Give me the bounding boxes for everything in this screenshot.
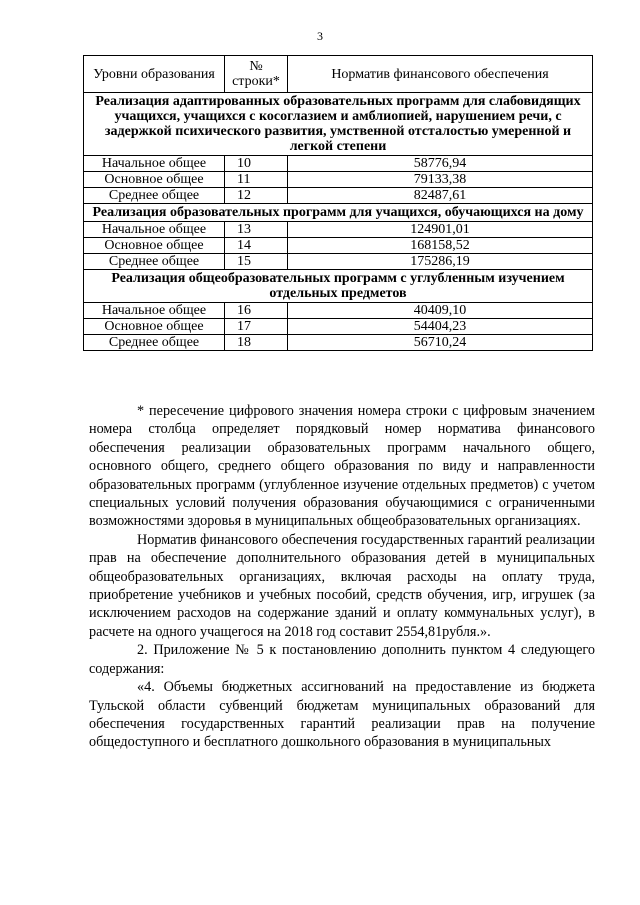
table-row	[84, 238, 593, 254]
section-row	[84, 204, 593, 222]
section-title: Реализация адаптированных образовательных программ для слабовидящих учащихся, учащихся с косоглазием и амблиопией, нарушением речи, с задержкой психического развития, умственной отсталостью умеренной и легкой степени	[84, 93, 593, 156]
section-title: Реализация общеобразовательных программ с углубленным изучением отдельных предметов	[84, 270, 593, 303]
section-row	[84, 93, 593, 156]
cell-level: Основное общее	[84, 172, 225, 188]
cell-level: Основное общее	[84, 238, 225, 254]
financing-norms-table	[83, 55, 593, 351]
cell-level: Среднее общее	[84, 188, 225, 204]
cell-row-number: 13	[225, 222, 288, 238]
header-levels: Уровни образования	[84, 56, 225, 93]
cell-row-number: 12	[225, 188, 288, 204]
cell-value: 175286,19	[288, 254, 593, 270]
quoted-clause-paragraph: «4. Объемы бюджетных ассигнований на предоставление из бюджета Тульской области субвенций бюджетам муниципальных образований для обеспечения государственных гарантий реализации прав на получение общедоступного и бесплатного дошкольного образования в муниципальных	[89, 679, 595, 751]
cell-value: 168158,52	[288, 238, 593, 254]
table-row	[84, 188, 593, 204]
table-row	[84, 222, 593, 238]
document-body	[89, 402, 595, 752]
cell-row-number: 16	[225, 303, 288, 319]
section-title: Реализация образовательных программ для учащихся, обучающихся на дому	[84, 204, 593, 222]
cell-level: Основное общее	[84, 319, 225, 335]
amendment-paragraph: 2. Приложение № 5 к постановлению дополнить пунктом 4 следующего содержания:	[89, 642, 595, 677]
cell-level: Начальное общее	[84, 303, 225, 319]
cell-row-number: 18	[225, 335, 288, 351]
table-row	[84, 319, 593, 335]
header-norm: Норматив финансового обеспечения	[288, 56, 593, 93]
cell-value: 79133,38	[288, 172, 593, 188]
table-row	[84, 172, 593, 188]
table-row	[84, 254, 593, 270]
norm-paragraph: Норматив финансового обеспечения государственных гарантий реализации прав на обеспечение дополнительного образования детей в муниципальных общеобразовательных организациях, включая расходы на оплату труда, приобретение учебников и учебных пособий, средств обучения, игр, игрушек (за исключением расходов на содержание зданий и оплату коммунальных услуг), в расчете на одного учащегося на 2018 год составит 2554,81рубля.».	[89, 531, 595, 640]
table-row	[84, 335, 593, 351]
cell-row-number: 15	[225, 254, 288, 270]
footnote-paragraph: * пересечение цифрового значения номера строки с цифровым значением номера столбца определяет порядковый номер норматива финансового обеспечения реализации образовательных программ начального общего, основного общего, среднего общего образования по виду и направленности образовательных программ (углубленное изучение отдельных предметов) с учетом специальных условий получения образования обучающимися с ограниченными возможностями здоровья в муниципальных общеобразовательных организациях.	[89, 403, 595, 530]
cell-level: Среднее общее	[84, 335, 225, 351]
cell-value: 56710,24	[288, 335, 593, 351]
section-row	[84, 270, 593, 303]
cell-row-number: 10	[225, 156, 288, 172]
table-header-row	[84, 56, 593, 93]
cell-value: 40409,10	[288, 303, 593, 319]
cell-value: 124901,01	[288, 222, 593, 238]
cell-value: 54404,23	[288, 319, 593, 335]
cell-row-number: 17	[225, 319, 288, 335]
header-row-number: № строки*	[225, 56, 288, 93]
table-row	[84, 303, 593, 319]
page-number: 3	[317, 29, 323, 43]
cell-row-number: 14	[225, 238, 288, 254]
cell-level: Среднее общее	[84, 254, 225, 270]
cell-row-number: 11	[225, 172, 288, 188]
cell-value: 58776,94	[288, 156, 593, 172]
cell-level: Начальное общее	[84, 156, 225, 172]
cell-value: 82487,61	[288, 188, 593, 204]
cell-level: Начальное общее	[84, 222, 225, 238]
table-row	[84, 156, 593, 172]
